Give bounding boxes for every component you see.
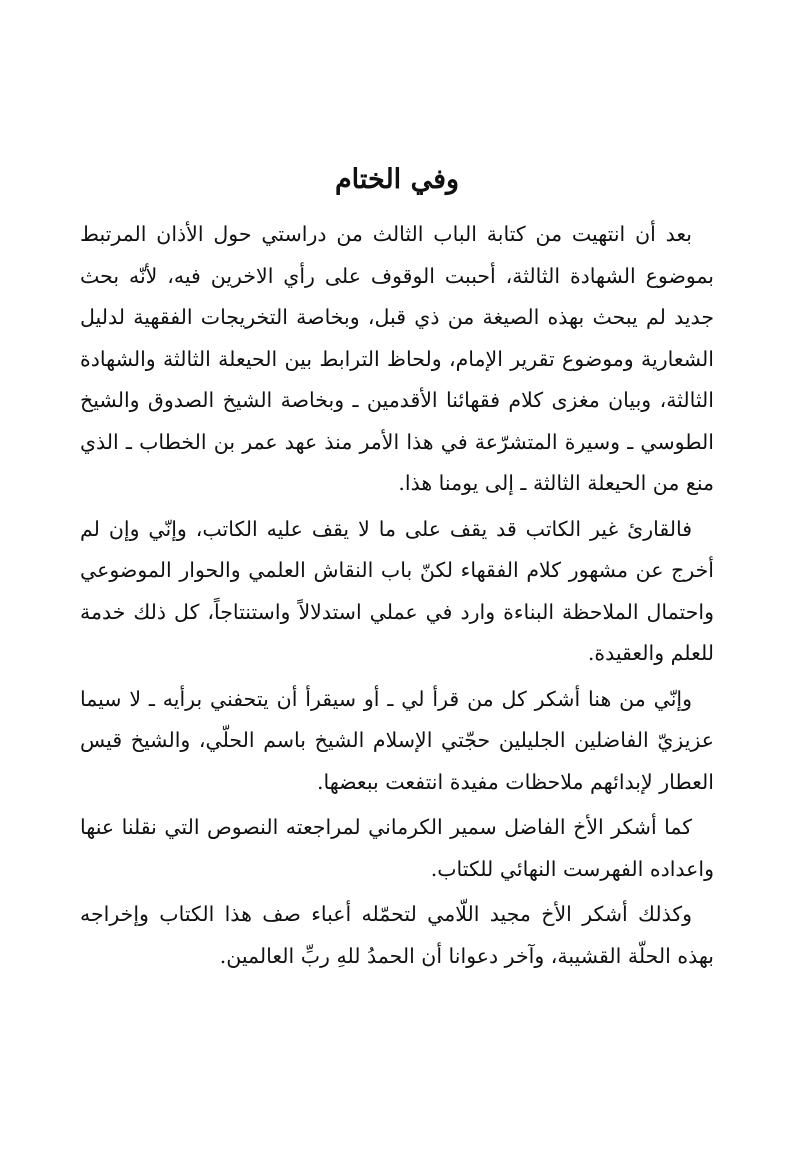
page-title: وفي الختام: [334, 164, 460, 195]
paragraph-4: كما أشكر الأخ الفاضل سمير الكرماني لمراجعته النصوص التي نقلنا عنها واعداده الفهرست النهائي للكتاب.: [80, 815, 714, 881]
paragraph-1: بعد أن انتهيت من كتابة الباب الثالث من دراستي حول الأذان المرتبط بموضوع الشهادة الثالثة، أحببت الوقوف على رأي الاخرين فيه، لأنّه بحث جديد لم يبحث بهذه الصيغة من ذي قبل، وبخاصة التخريجات الفقهية لدليل الشعارية وموضوع تقرير الإمام، ولحاظ الترابط بين الحيعلة الثالثة والشهادة الثالثة، وبيان مغزى كلام فقهائنا الأقدمين ـ وبخاصة الشيخ الصدوق والشيخ الطوسي ـ وسيرة المتشرّعة في هذا الأمر منذ عهد عمر بن الخطاب ـ الذي منع من الحيعلة الثالثة ـ إلى يومنا هذا.: [80, 222, 714, 495]
paragraph-3: وإنّي من هنا أشكر كل من قرأ لي ـ أو سيقرأ أن يتحفني برأيه ـ لا سيما عزيزيّ الفاضلين الجليلين حجّتي الإسلام الشيخ باسم الحلّي، والشيخ قيس العطار لإبدائهم ملاحظات مفيدة انتفعت ببعضها.: [80, 686, 714, 794]
paragraph-2: فالقارئ غير الكاتب قد يقف على ما لا يقف عليه الكاتب، وإنّي وإن لم أخرج عن مشهور كلام الفقهاء لكنّ باب النقاش العلمي والحوار الموضوعي واحتمال الملاحظة البناءة وارد في عملي استدلالاً واستنتاجاً، كل ذلك خدمة للعلم والعقيدة.: [80, 516, 714, 665]
paragraph-5: وكذلك أشكر الأخ مجيد اللّامي لتحمّله أعباء صف هذا الكتاب وإخراجه بهذه الحلّة القشيبة، وآخر دعوانا أن الحمدُ للهِ ربِّ العالمين.: [80, 902, 714, 968]
document-page: [80, 160, 714, 981]
